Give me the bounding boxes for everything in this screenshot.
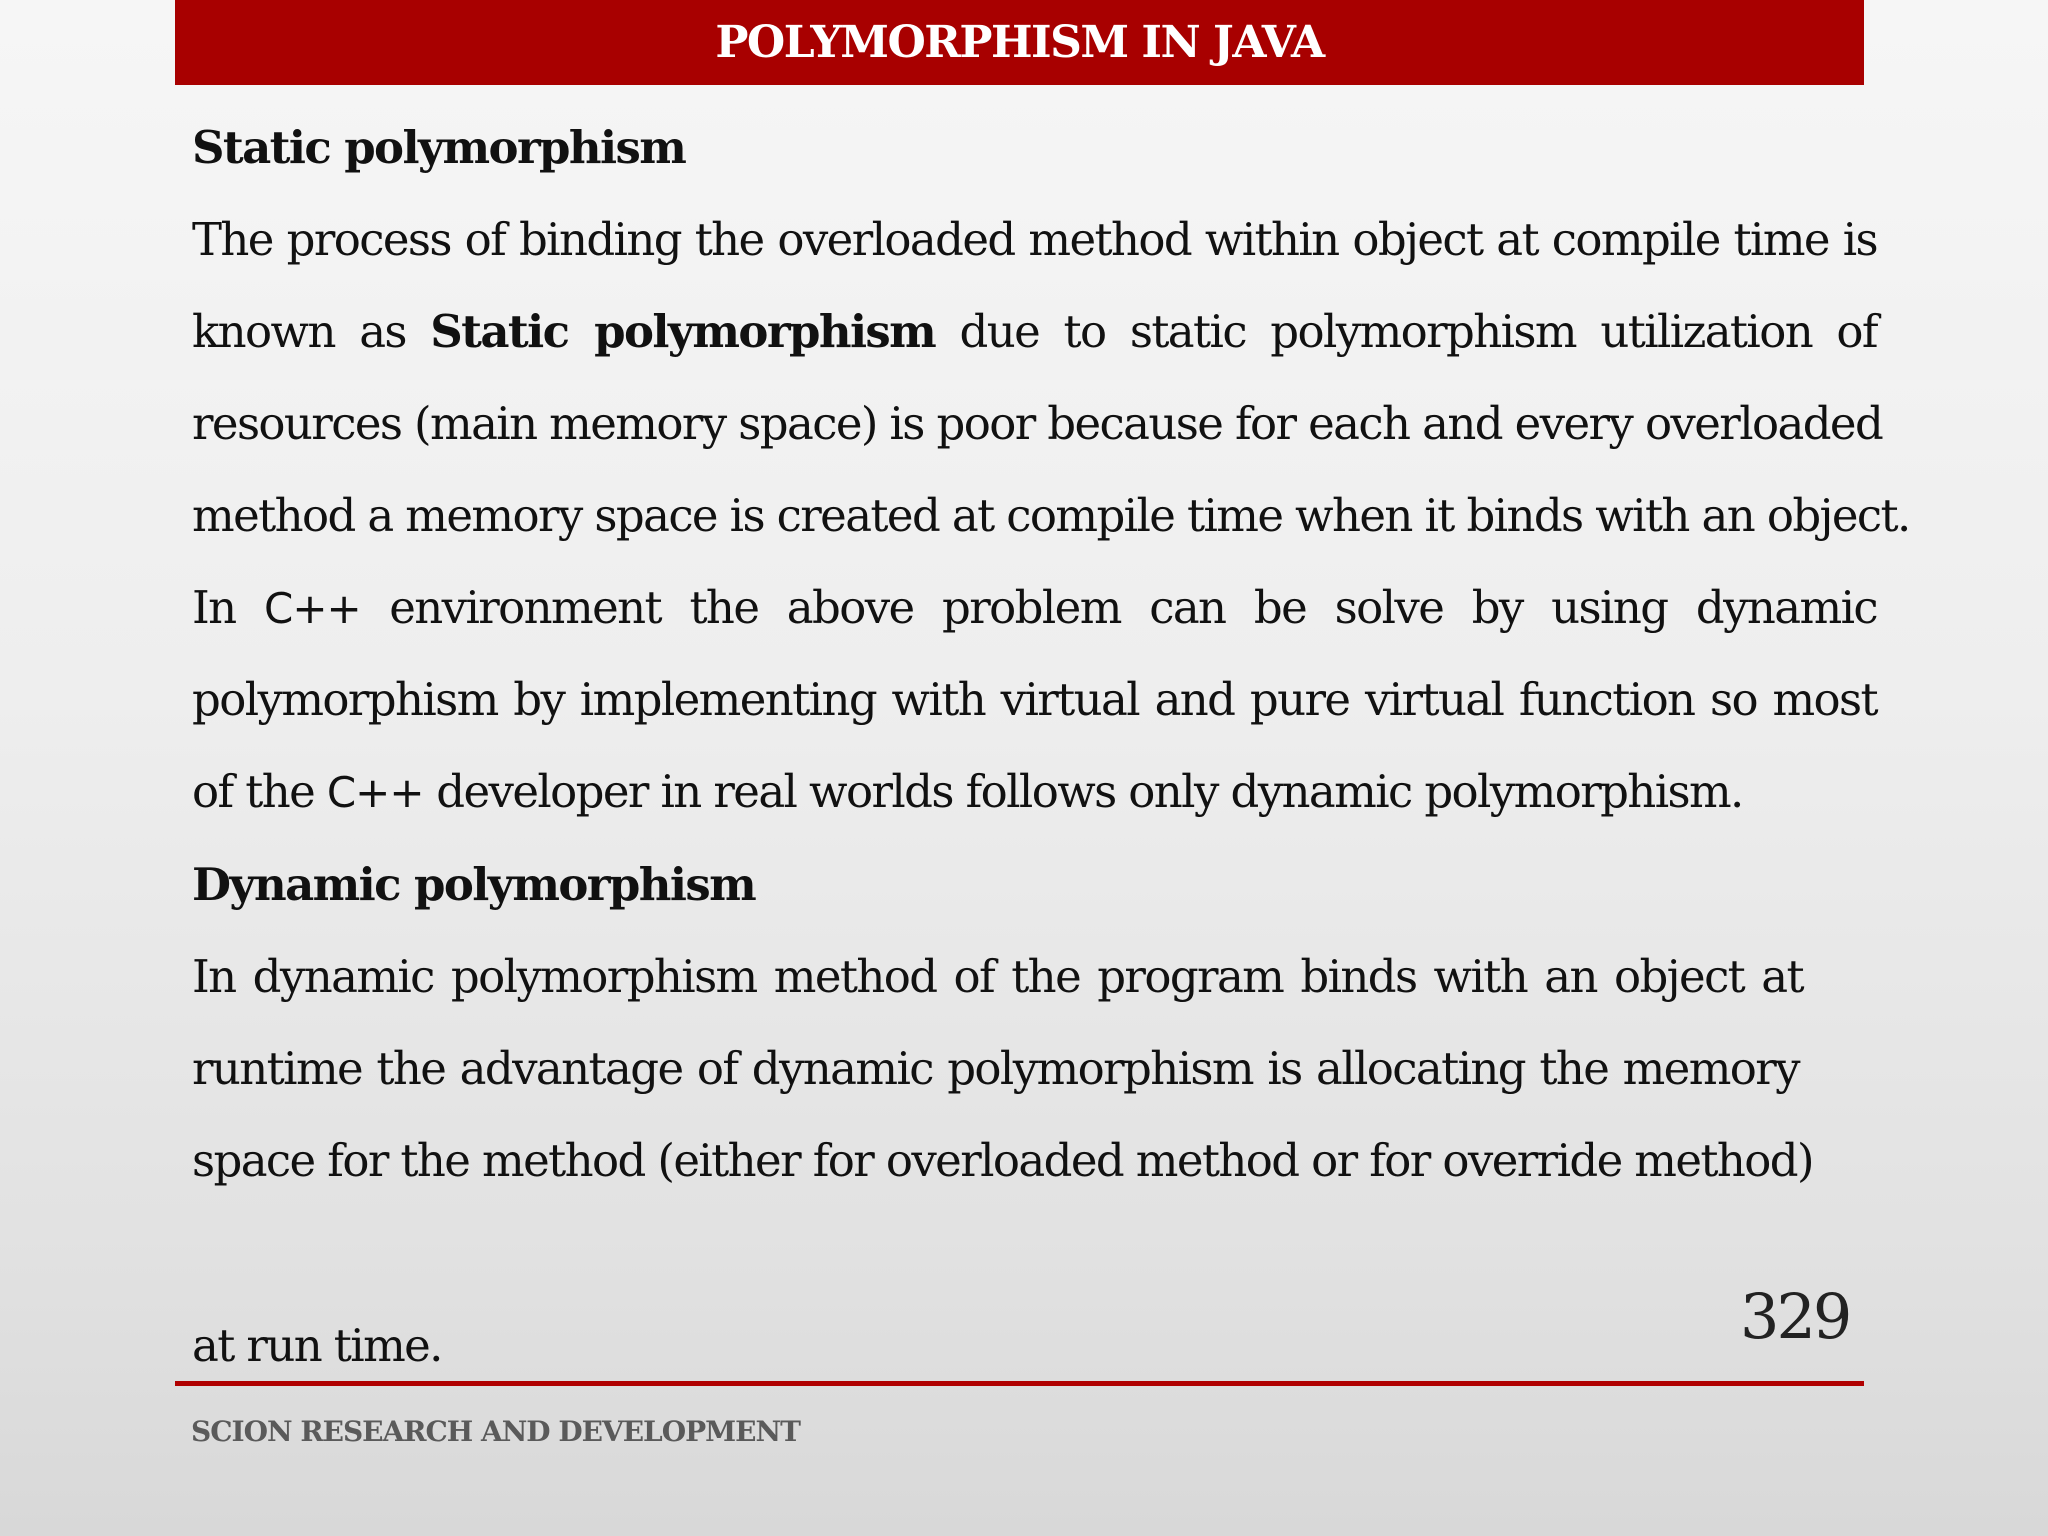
static-paragraph-line-4: method a memory space is created at compile time when it binds with an object. <box>192 489 1910 542</box>
line-2-end: due to static polymorphism utilization of <box>935 305 1877 358</box>
footer-divider <box>175 1381 1864 1386</box>
dynamic-paragraph-line-2: runtime the advantage of dynamic polymorphism is allocating the memory <box>192 1042 1799 1095</box>
slide-title: POLYMORPHISM IN JAVA <box>715 17 1324 68</box>
static-polymorphism-emphasis: Static polymorphism <box>430 305 936 358</box>
dynamic-polymorphism-heading: Dynamic polymorphism <box>192 858 756 911</box>
footer-organization: SCION RESEARCH AND DEVELOPMENT <box>191 1415 800 1448</box>
line-5-end: environment the above problem can be solve by using dynamic <box>360 581 1877 634</box>
static-paragraph-line-7 <box>192 762 1877 823</box>
static-polymorphism-heading: Static polymorphism <box>192 121 686 174</box>
static-paragraph-line-2 <box>192 302 1877 362</box>
cpp-term: C++ <box>326 768 424 817</box>
static-paragraph-line-5 <box>192 578 1877 639</box>
static-paragraph-line-6: polymorphism by implementing with virtual and pure virtual function so most <box>192 673 1877 726</box>
cpp-term: C++ <box>264 584 361 633</box>
line-2-start: known as <box>192 305 431 358</box>
dynamic-paragraph-line-4: at run time. <box>192 1319 442 1372</box>
static-paragraph-line-3: resources (main memory space) is poor because for each and every overloaded <box>192 397 1883 450</box>
dynamic-paragraph-line-1: In dynamic polymorphism method of the program binds with an object at <box>192 950 1803 1003</box>
static-paragraph-line-1: The process of binding the overloaded method within object at compile time is <box>192 213 1877 266</box>
line-5-start: In <box>192 581 265 634</box>
dynamic-paragraph-line-3: space for the method (either for overloaded method or for override method) <box>192 1134 1813 1187</box>
line-7-start: of the <box>192 765 327 818</box>
page-number: 329 <box>1740 1280 1850 1353</box>
title-bar <box>175 0 1864 85</box>
line-7-end: developer in real worlds follows only dynamic polymorphism. <box>423 765 1743 818</box>
